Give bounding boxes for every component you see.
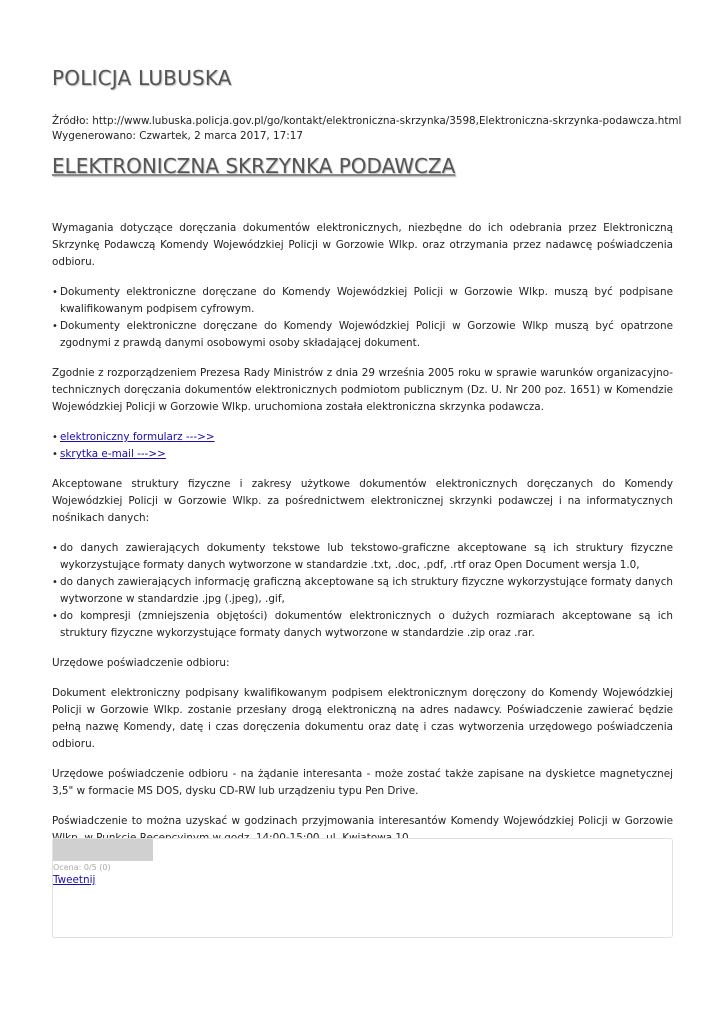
regulation-paragraph: Zgodnie z rozporządzeniem Prezesa Rady Ministrów z dnia 29 września 2005 roku w sprawie warunków organizacyjno-technicznych doręczania dokumentów elektronicznych podmiotom publicznym (Dz. U. Nr 200 poz. 1651) w Komendzie Wojewódzkiej Policji w Gorzowie Wlkp. uruchomiona została elektroniczna skrzynka podawcza. [52, 367, 673, 413]
structures-list [52, 540, 673, 642]
list-item: • do kompresji (zmniejszenia objętości) dokumentów elektronicznych o dużych rozmiarach akceptowane są ich struktury fizyczne wykorzystujące formaty danych wytworzone w standardzie .zip oraz .rar. [52, 608, 673, 642]
list-item [52, 429, 673, 446]
requirements-list [52, 284, 673, 352]
receipt-pickup-paragraph: Poświadczenie to można uzyskać w godzinach przyjmowania interesantów Komendy Wojewódzkiej Policji w Gorzowie [52, 815, 673, 827]
page-title: ELEKTRONICZNA SKRZYNKA PODAWCZA [52, 154, 456, 178]
email-box-link[interactable]: skrytka e-mail --->> [60, 448, 166, 460]
rating-stars-bar[interactable] [53, 839, 153, 861]
links-list [52, 429, 673, 463]
structures-intro-paragraph: Akceptowane struktury fizyczne i zakresy użytkowe dokumentów elektronicznych doręczanych do Komendy Wojewódzkiej Policji w Gorzowie Wlkp. za pośrednictwem elektronicznej skrzynki podawczej i na informatycznych nośnikach danych: [52, 478, 673, 524]
electronic-form-link[interactable]: elektroniczny formularz --->> [60, 431, 215, 443]
receipt-heading: Urzędowe poświadczenie odbioru: [52, 657, 230, 669]
generated-line: Wygenerowano: Czwartek, 2 marca 2017, 17:17 [52, 129, 303, 142]
intro-paragraph: Wymagania dotyczące doręczania dokumentów elektronicznych, niezbędne do ich odebrania przez Elektroniczną Skrzynkę Podawczą Komendy Wojewódzkiej Policji w Gorzowie Wlkp. oraz otrzymania przez nadawcę poświadczenia odbioru. [52, 222, 673, 268]
article-body [52, 220, 673, 860]
receipt-paragraph: Dokument elektroniczny podpisany kwalifikowanym podpisem elektronicznym doręczony do Komendy Wojewódzkiej Policji w Gorzowie Wlkp. zostanie przesłany drogą elektroniczną na adres nadawcy. Poświadczenie zawierać będzie pełną nazwę Komendy, datę i czas doręczenia dokumentu oraz datę i czas wytworzenia urzędowego poświadczenia odbioru. [52, 687, 673, 750]
list-item [52, 446, 673, 463]
document-meta [52, 114, 681, 143]
tweet-link[interactable]: Tweetnij [53, 874, 96, 886]
source-line: Źródło: http://www.lubuska.policja.gov.pl/go/kontakt/elektroniczna-skrzynka/3598,Elektroniczna-skrzynka-podawcza.html [52, 115, 682, 127]
list-item: • do danych zawierających dokumenty tekstowe lub tekstowo-graficzne akceptowane są ich struktury fizyczne wykorzystujące formaty danych wytworzone w standardzie .txt, .doc, .pdf, .rtf oraz Open Document wersja 1.0, [52, 540, 673, 574]
rating-box [52, 838, 673, 938]
list-item: • Dokumenty elektroniczne doręczane do Komendy Wojewódzkiej Policji w Gorzowie Wlkp muszą być opatrzone zgodnymi z prawdą danymi osobowymi osoby składającej dokument. [52, 318, 673, 352]
list-item: • do danych zawierających informację graficzną akceptowane są ich struktury fizyczne wykorzystujące formaty danych wytworzone w standardzie .jpg (.jpeg), .gif, [52, 574, 673, 608]
list-item: • Dokumenty elektroniczne doręczane do Komendy Wojewódzkiej Policji w Gorzowie Wlkp. muszą być podpisane kwalifikowanym podpisem cyfrowym. [52, 284, 673, 318]
site-title: POLICJA LUBUSKA [52, 66, 232, 90]
rating-text: Ocena: 0/5 (0) [53, 863, 111, 872]
receipt-storage-paragraph: Urzędowe poświadczenie odbioru - na żądanie interesanta - może zostać także zapisane na dyskietce magnetycznej 3,5" w formacie MS DOS, dysku CD-RW lub urządzeniu typu Pen Drive. [52, 768, 673, 797]
